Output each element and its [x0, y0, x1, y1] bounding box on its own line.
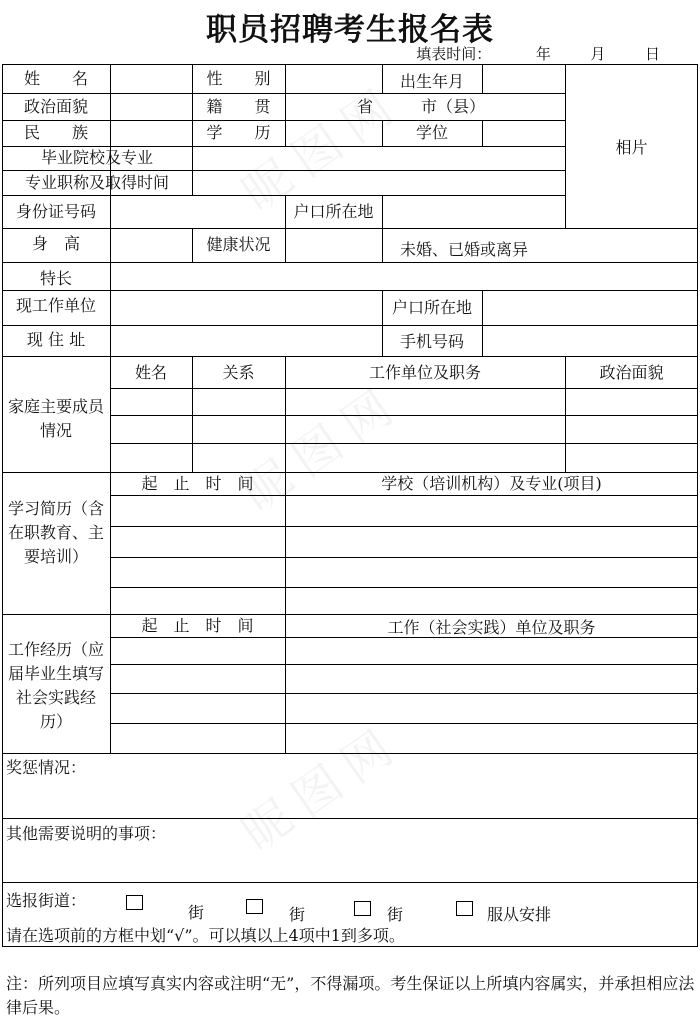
family-section-label: 家庭主要成员情况	[8, 397, 105, 440]
street-instruction: 请在选项前的方框中划“√”。可以填以上4项中1到多项。	[6, 926, 405, 945]
street-option-4: 服从安排	[487, 905, 552, 924]
label-specialty: 特长	[39, 269, 72, 288]
label-ethnicity: 民 族	[23, 123, 88, 142]
row-line	[110, 587, 698, 588]
label-gender: 性 别	[206, 69, 271, 88]
street-option-3: 街	[387, 905, 404, 924]
label-height: 身 高	[31, 234, 80, 253]
work-section-label: 工作经历（应届毕业生填写社会实践经历）	[8, 640, 105, 731]
label-birth: 出生年月	[399, 72, 464, 91]
family-header-name: 姓名	[134, 363, 167, 382]
label-hukou2: 户口所在地	[391, 298, 472, 317]
label-photo: 相片	[615, 138, 648, 157]
street-checkbox-4[interactable]	[456, 901, 473, 916]
col-line	[382, 228, 383, 262]
row-line	[110, 693, 698, 694]
col-line	[110, 64, 111, 356]
street-label: 选报街道：	[6, 891, 87, 910]
label-province: 省	[357, 97, 374, 116]
col-line	[110, 356, 111, 753]
col-line	[285, 356, 286, 753]
row-line	[110, 443, 698, 444]
row-line	[110, 723, 698, 724]
form-table	[2, 64, 698, 947]
row-line	[2, 325, 698, 326]
fill-date-day: 日	[644, 45, 660, 63]
family-header-work: 工作单位及职务	[368, 363, 481, 382]
col-line	[285, 228, 286, 262]
row-line	[2, 195, 565, 196]
row-line	[110, 388, 698, 389]
awards-label: 奖惩情况：	[6, 758, 87, 777]
col-line	[382, 195, 383, 228]
label-degree: 学位	[415, 123, 448, 142]
study-header-time: 起 止 时 间	[141, 474, 254, 493]
label-mobile: 手机号码	[399, 332, 464, 351]
row-line	[2, 753, 698, 754]
row-line	[2, 614, 698, 615]
study-header-school: 学校（培训机构）及专业(项目)	[381, 474, 602, 493]
label-education: 学 历	[206, 123, 271, 142]
footer-note: 注：所列项目应填写真实内容或注明“无”，不得漏项。考生保证以上所填内容属实，并承担相应法律后果。	[6, 974, 695, 1017]
fill-date	[416, 43, 660, 64]
col-line	[482, 64, 483, 93]
fill-date-month: 月	[590, 45, 606, 63]
label-address: 现 住 址	[26, 330, 86, 349]
row-line	[2, 356, 698, 357]
row-line	[110, 557, 698, 558]
work-header-time: 起 止 时 间	[141, 616, 254, 635]
fill-date-year: 年	[535, 45, 551, 63]
label-marital: 未婚、已婚或离异	[400, 240, 529, 259]
study-section-label: 学习简历（含在职教育、主要培训）	[8, 499, 105, 566]
col-line	[482, 120, 483, 146]
family-header-politics: 政治面貌	[599, 363, 664, 382]
label-id-number: 身份证号码	[15, 202, 96, 221]
label-title-time: 专业职称及取得时间	[24, 173, 169, 192]
row-line	[2, 262, 698, 263]
form-title: 职员招聘考生报名表	[206, 12, 494, 48]
label-native: 籍 贯	[206, 97, 271, 116]
row-line	[110, 415, 698, 416]
street-checkbox-3[interactable]	[354, 901, 371, 916]
row-line	[110, 664, 698, 665]
col-line	[285, 64, 286, 146]
street-checkbox-2[interactable]	[246, 899, 263, 914]
label-city: 市（县）	[421, 97, 486, 116]
label-current-work: 现工作单位	[15, 296, 96, 315]
other-label: 其他需要说明的事项：	[6, 824, 167, 843]
row-line	[110, 526, 698, 527]
row-line	[2, 882, 698, 883]
street-option-2: 街	[289, 905, 306, 924]
label-name: 姓 名	[23, 69, 88, 88]
row-line	[2, 818, 698, 819]
col-line	[192, 146, 193, 195]
work-header-unit: 工作（社会实践）单位及职务	[387, 618, 596, 637]
label-hukou: 户口所在地	[293, 202, 374, 221]
street-option-1: 街	[188, 903, 205, 922]
row-line	[2, 228, 698, 229]
street-checkbox-1[interactable]	[126, 895, 143, 910]
fill-date-label: 填表时间：	[416, 45, 492, 63]
label-health: 健康状况	[206, 235, 271, 254]
label-politics: 政治面貌	[23, 97, 88, 116]
label-school-major: 毕业院校及专业	[40, 148, 153, 167]
col-line	[482, 290, 483, 356]
family-header-relation: 关系	[222, 363, 255, 382]
